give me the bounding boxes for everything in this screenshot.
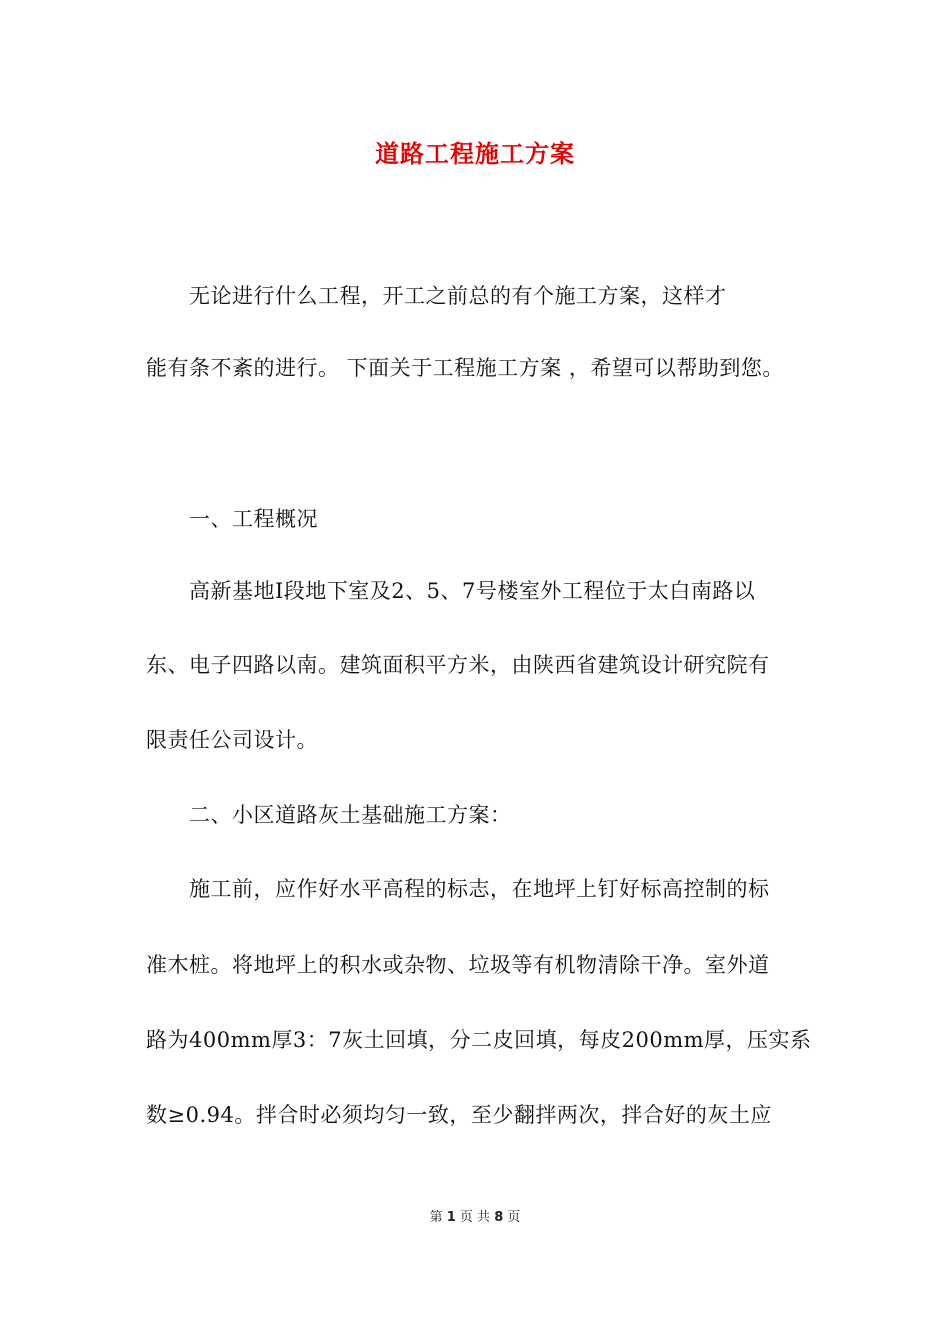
paragraph-line: 东、电子四路以南。建筑面积平方米，由陕西省建筑设计研究院有 [146, 653, 770, 677]
paragraph-line: 准木桩。将地坪上的积水或杂物、垃圾等有机物清除干净。室外道 [146, 953, 770, 977]
footer-suffix: 页 [507, 1210, 521, 1225]
section-heading: 二、小区道路灰土基础施工方案： [146, 803, 512, 827]
paragraph-line: 数≥0.94。拌合时必须均匀一致，至少翻拌两次，拌合好的灰土应 [146, 1103, 772, 1127]
paragraph-line: 高新基地Ⅰ段地下室及2、5、7号楼室外工程位于太白南路以 [146, 579, 756, 603]
page-footer [0, 1209, 950, 1227]
section-heading: 一、工程概况 [146, 507, 318, 531]
paragraph-line: 无论进行什么工程，开工之前总的有个施工方案，这样才 [146, 284, 727, 308]
paragraph-line: 施工前，应作好水平高程的标志，在地坪上钉好标高控制的标 [146, 877, 770, 901]
paragraph-line: 能有条不紊的进行。 下面关于工程施工方案 ，希望可以帮助到您。 [146, 356, 784, 380]
footer-prefix: 第 [429, 1210, 443, 1225]
current-page-number: 1 [446, 1210, 456, 1225]
footer-mid: 页 共 [459, 1210, 491, 1225]
paragraph-line: 限责任公司设计。 [146, 728, 318, 752]
paragraph-line: 路为400mm厚3：7灰土回填，分二皮回填，每皮200mm厚，压实系 [146, 1028, 812, 1052]
total-pages-number: 8 [494, 1210, 504, 1225]
document-title: 道路工程施工方案 [375, 139, 575, 168]
